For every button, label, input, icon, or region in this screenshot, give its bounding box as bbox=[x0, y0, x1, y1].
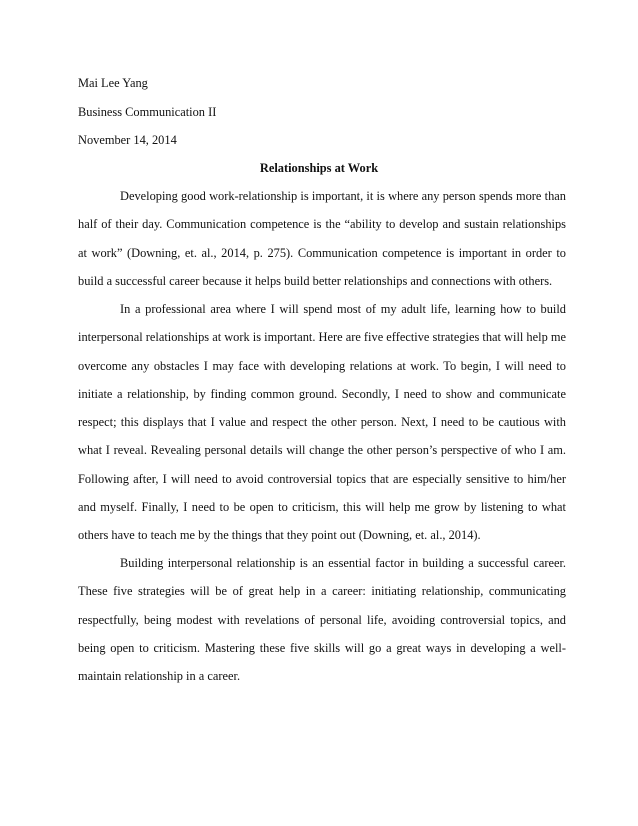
paragraph-1: Developing good work-relationship is important, it is where any person spends more than half of their day. Communication competence is the “ability to develop and sustain relationships at work” (Downing, et. al., 2014, p. 275). Communication competence is important in order to build a successful career because it helps build better relationships and connections with others. bbox=[78, 189, 566, 288]
paragraph-3: Building interpersonal relationship is an essential factor in building a successful career. These five strategies will be of great help in a career: initiating relationship, communicating respectfully, being modest with revelations of personal life, avoiding controversial topics, and being open to criticism. Mastering these five skills will go a great ways in developing a well-maintain relationship in a career. bbox=[78, 556, 566, 684]
essay-title: Relationships at Work bbox=[259, 161, 379, 175]
paragraph-2: In a professional area where I will spend most of my adult life, learning how to build interpersonal relationships at work is important. Here are five effective strategies that will help me overcome any obstacles I may face with developing relations at work. To begin, I will need to initiate a relationship, by finding common ground. Secondly, I need to show and communicate respect; this displays that I value and respect the other person. Next, I need to be cautious with what I reveal. Revealing personal details will change the other person’s perspective of who I am. Following after, I will need to avoid controversial topics that are especially sensitive to him/her and myself. Finally, I need to be open to criticism, this will help me grow by listening to what others have to teach me by the things that they point out (Downing, et. al., 2014). bbox=[78, 302, 567, 543]
essay-date: November 14, 2014 bbox=[78, 133, 177, 147]
course-name: Business Communication II bbox=[78, 105, 217, 119]
author-name: Mai Lee Yang bbox=[78, 76, 148, 90]
